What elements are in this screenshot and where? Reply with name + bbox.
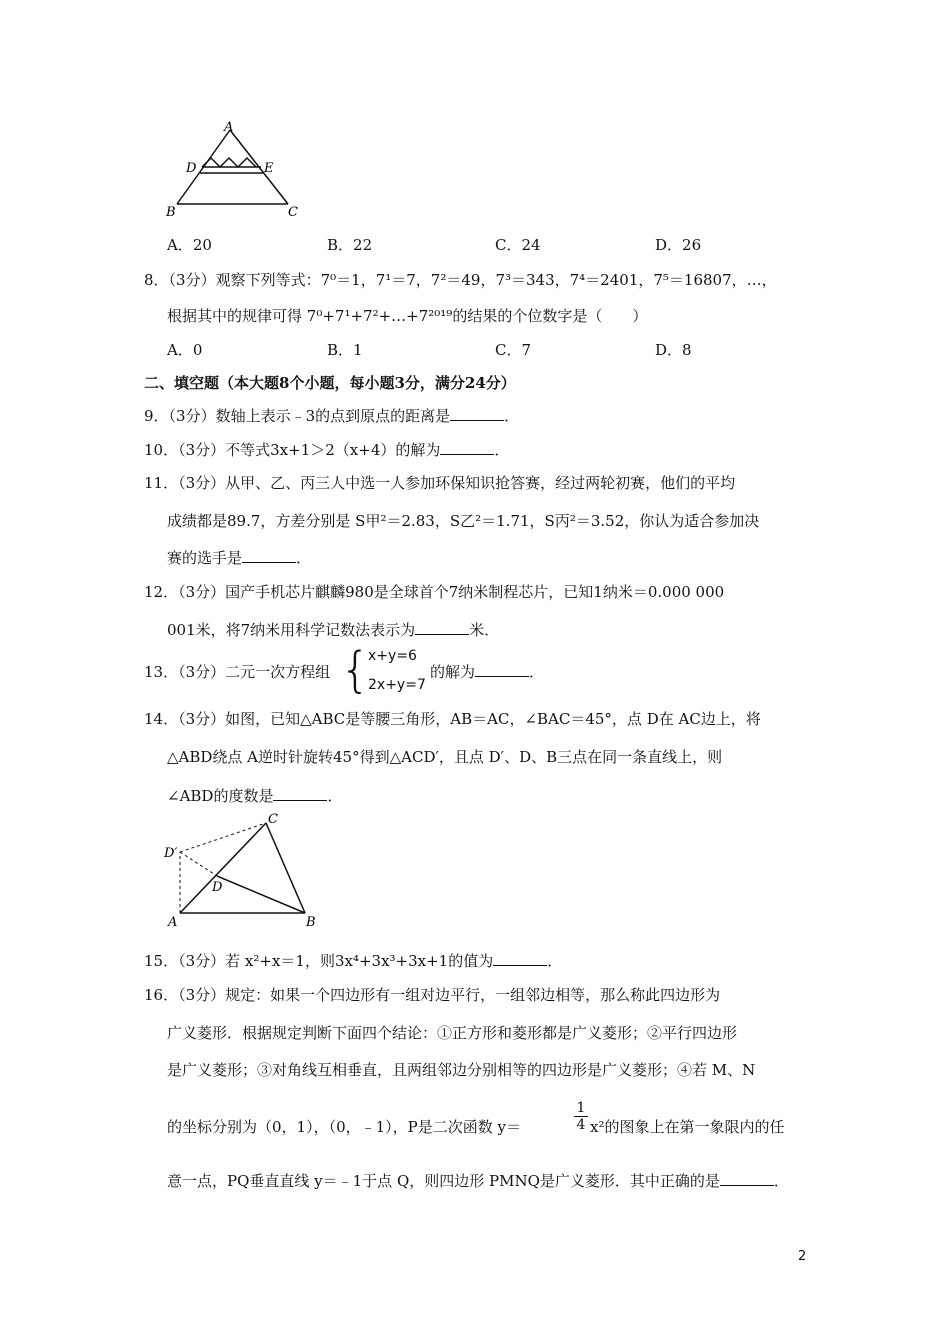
q15-text: 15．（3分）若 x²+x＝1，则3x⁴+3x³+3x+1的值为 [144, 952, 494, 970]
q8-prefix: 8．（3分）观察下列等式： [144, 271, 321, 289]
q11-line3-text: 赛的选手是 [167, 549, 243, 567]
label-c2: C [268, 812, 278, 827]
q14-end: ． [327, 787, 343, 805]
q10 [144, 440, 509, 460]
q8-option-c: C．7 [495, 341, 532, 359]
label-e: E [264, 161, 274, 176]
label-d: D [186, 161, 197, 176]
q14-line1: 14．（3分）如图，已知△ABC是等腰三角形，AB＝AC，∠BAC＝45°，点 D在 AC边上，将 [144, 710, 761, 728]
triangle-figure [160, 808, 330, 933]
seg-ac [180, 823, 266, 913]
q16-fraction [574, 1100, 588, 1133]
q13-post-text: 的解为 [430, 663, 476, 681]
q13-eq1: x+y=6 [368, 648, 417, 664]
q15 [144, 951, 562, 971]
q13-pre: 13．（3分）二元一次方程组 [144, 663, 331, 681]
q13-eq2: 2x+y=7 [368, 677, 426, 693]
q11-line3 [167, 548, 311, 568]
zigzag [202, 158, 256, 167]
q9-text: 9．（3分）数轴上表示﹣3的点到原点的距离是 [144, 407, 451, 425]
q11-end: ． [296, 549, 312, 567]
q9-end: ． [504, 407, 520, 425]
q13-post [430, 662, 544, 682]
label-d2: D [212, 880, 223, 895]
q16-frac-den: 4 [576, 1117, 586, 1133]
q11-answer-blank[interactable] [242, 548, 296, 563]
q16-line5 [167, 1171, 789, 1191]
label-dprime: D′ [164, 846, 178, 861]
q16-line4-post: x²的图象上在第一象限内的任 [590, 1118, 785, 1136]
label-b2: B [306, 915, 316, 930]
q8-option-d: D．8 [655, 341, 692, 359]
label-c: C [288, 205, 298, 220]
page-number: 2 [798, 1249, 807, 1264]
q12-line2 [167, 620, 499, 640]
q16-line2: 广义菱形．根据规定判断下面四个结论：①正方形和菱形都是广义菱形；②平行四边形 [167, 1024, 738, 1042]
q10-text: 10．（3分）不等式3x+1＞2（x+4）的解为 [144, 441, 441, 459]
q14-line2: △ABD绕点 A逆时针旋转45°得到△ACD′，且点 D′、D、B三点在同一条直线上，则 [167, 748, 723, 766]
q8-line2-prefix: 根据其中的规律可得 [167, 307, 307, 325]
q12-line1: 12．（3分）国产手机芯片麒麟980是全球首个7纳米制程芯片，已知1纳米＝0.000 000 [144, 583, 725, 601]
q15-answer-blank[interactable] [493, 951, 547, 966]
q7-option-d: D．26 [655, 236, 702, 254]
q13-brace: { [340, 642, 371, 698]
q12-answer-blank[interactable] [415, 620, 469, 635]
q13-answer-blank[interactable] [475, 662, 529, 677]
q14-answer-blank[interactable] [273, 786, 327, 801]
q16-frac-num: 1 [574, 1100, 588, 1117]
trapezoid-figure [160, 118, 310, 223]
q8-line2-suffix: 的结果的个位数字是（ ） [452, 307, 648, 325]
label-a: A [224, 120, 234, 135]
q8-sum: 7⁰+7¹+7²+…+7²⁰¹⁹ [306, 307, 453, 325]
q14-line3-text: ∠ABD的度数是 [167, 787, 274, 805]
q14-line3 [167, 786, 342, 806]
q16-line1: 16．（3分）规定：如果一个四边形有一组对边平行，一组邻边相等，那么称此四边形为 [144, 986, 721, 1004]
q11-line1: 11．（3分）从甲、乙、丙三人中选一人参加环保知识抢答赛，经过两轮初赛，他们的平均 [144, 474, 736, 492]
q8-option-b: B．1 [327, 341, 363, 359]
q9 [144, 406, 519, 426]
q15-end: ． [547, 952, 563, 970]
section-title: 二、填空题（本大题8个小题，每小题3分，满分24分） [144, 374, 516, 392]
q13-end: ． [529, 663, 545, 681]
q8-equations: 7⁰＝1，7¹＝7，7²＝49，7³＝343，7⁴＝2401，7⁵＝16807，…， [320, 271, 777, 289]
q16-line3: 是广义菱形；③对角线互相垂直，且两组邻边分别相等的四边形是广义菱形；④若 M、N [167, 1061, 756, 1079]
q16-line5-text: 意一点，PQ垂直直线 y＝﹣1于点 Q，则四边形 PMNQ是广义菱形．其中正确的是 [167, 1172, 720, 1190]
q7-option-c: C．24 [495, 236, 541, 254]
q16-end: ． [773, 1172, 789, 1190]
q16-answer-blank[interactable] [720, 1171, 774, 1186]
q8-option-a: A．0 [167, 341, 203, 359]
q10-end: ． [494, 441, 510, 459]
q12-line2-text: 001米，将7纳米用科学记数法表示为 [167, 621, 416, 639]
q9-answer-blank[interactable] [450, 406, 504, 421]
label-a2: A [168, 915, 178, 930]
q10-answer-blank[interactable] [440, 440, 494, 455]
q12-end: 米． [469, 621, 500, 639]
q8-line2 [167, 306, 647, 326]
q8-line1 [144, 270, 777, 290]
label-b: B [166, 205, 176, 220]
q7-option-b: B．22 [327, 236, 373, 254]
seg-dprime-d [180, 852, 217, 876]
q11-line2: 成绩都是89.7，方差分别是 S甲²＝2.83，S乙²＝1.71，S丙²＝3.52，你认为适合参加决 [167, 512, 760, 530]
q16-line4-pre: 的坐标分别为（0，1），（0，﹣1），P是二次函数 y＝ [167, 1118, 522, 1136]
q7-option-a: A．20 [167, 236, 212, 254]
